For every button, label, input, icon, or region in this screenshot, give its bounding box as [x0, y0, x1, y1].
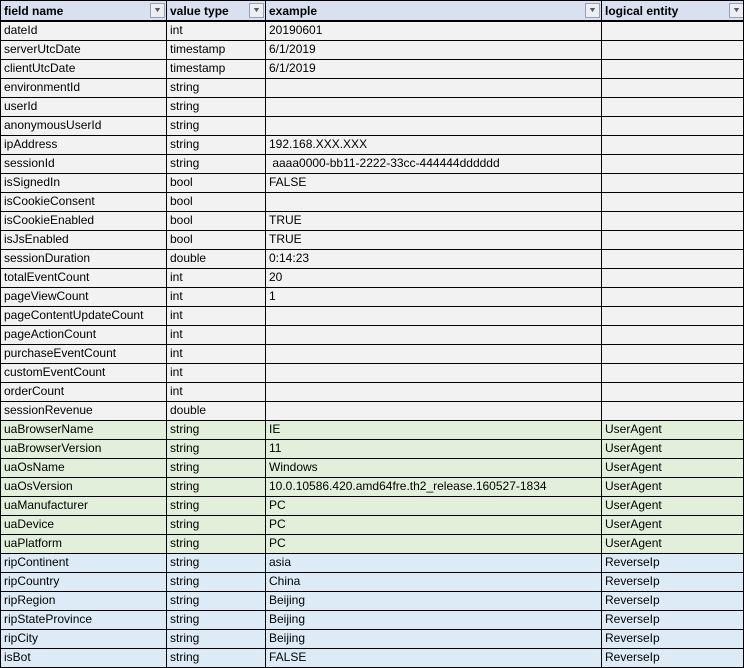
table-header-row	[1, 1, 743, 22]
cell-entity[interactable]: ReverseIp	[605, 574, 660, 588]
cell-example[interactable]: Windows	[266, 459, 602, 477]
table-row	[1, 326, 743, 345]
cell-example[interactable]: Beijing	[266, 611, 602, 629]
cell-field[interactable]: isCookieEnabled	[1, 212, 167, 230]
cell-entity[interactable]	[602, 193, 744, 211]
cell-type[interactable]: string	[167, 117, 266, 135]
cell-type[interactable]: double	[167, 402, 266, 420]
cell-type[interactable]: bool	[167, 193, 266, 211]
cell-type[interactable]: string	[167, 573, 266, 591]
table-row	[1, 402, 743, 421]
cell-entity[interactable]	[602, 98, 744, 116]
cell-field[interactable]: uaOsVersion	[1, 478, 167, 496]
cell-type[interactable]: bool	[167, 212, 266, 230]
table-body	[1, 22, 743, 668]
cell-type[interactable]: string	[167, 497, 266, 515]
table-row	[1, 421, 743, 440]
cell-example[interactable]: 0:14:23	[266, 250, 602, 268]
cell-example[interactable]: Beijing	[266, 592, 602, 610]
cell-field[interactable]: userId	[1, 98, 167, 116]
cell-field[interactable]: purchaseEventCount	[1, 345, 167, 363]
cell-type[interactable]: bool	[167, 174, 266, 192]
table-row	[1, 440, 743, 459]
table-row	[1, 22, 743, 41]
cell-example[interactable]: 10.0.10586.420.amd64fre.th2_release.160527-1834	[266, 478, 602, 496]
cell-type[interactable]: string	[167, 79, 266, 97]
column-header-logical-entity[interactable]	[602, 1, 744, 20]
cell-type[interactable]: string	[167, 155, 266, 173]
table-row	[1, 307, 743, 326]
table-row	[1, 630, 743, 649]
cell-entity[interactable]: ReverseIp	[605, 555, 660, 569]
cell-field[interactable]: isBot	[1, 649, 167, 667]
table-row	[1, 193, 743, 212]
cell-example[interactable]: IE	[266, 421, 602, 439]
cell-entity[interactable]: UserAgent	[605, 517, 662, 531]
cell-type[interactable]: string	[167, 516, 266, 534]
cell-field[interactable]: ripCountry	[1, 573, 167, 591]
filter-dropdown-button[interactable]	[249, 3, 264, 18]
cell-entity[interactable]	[602, 231, 744, 249]
table-row	[1, 459, 743, 478]
cell-entity[interactable]	[602, 60, 744, 78]
table-row	[1, 516, 743, 535]
cell-field[interactable]: ripRegion	[1, 592, 167, 610]
cell-type[interactable]: timestamp	[167, 60, 266, 78]
cell-type[interactable]: string	[167, 535, 266, 553]
cell-example[interactable]: FALSE	[266, 649, 602, 667]
cell-example[interactable]: PC	[266, 535, 602, 553]
cell-entity[interactable]	[602, 174, 744, 192]
cell-field[interactable]: ripCity	[1, 630, 167, 648]
cell-entity[interactable]	[602, 269, 744, 287]
table-row	[1, 383, 743, 402]
cell-entity[interactable]	[602, 79, 744, 97]
cell-field[interactable]: isSignedIn	[1, 174, 167, 192]
cell-example[interactable]: FALSE	[266, 174, 602, 192]
cell-entity[interactable]	[602, 250, 744, 268]
cell-field[interactable]: isCookieConsent	[1, 193, 167, 211]
cell-entity[interactable]	[602, 326, 744, 344]
filter-dropdown-icon: ▼	[251, 7, 262, 14]
cell-example[interactable]: 1	[266, 288, 602, 306]
cell-entity[interactable]: UserAgent	[605, 460, 662, 474]
cell-field[interactable]: dateId	[1, 22, 167, 40]
column-header-field-name[interactable]	[1, 1, 167, 20]
cell-example[interactable]: 20	[266, 269, 602, 287]
cell-field[interactable]: isJsEnabled	[1, 231, 167, 249]
cell-example[interactable]	[266, 117, 602, 135]
cell-example[interactable]: asia	[266, 554, 602, 572]
cell-example[interactable]	[266, 345, 602, 363]
cell-type[interactable]: string	[167, 440, 266, 458]
column-header-label: example	[269, 3, 318, 18]
cell-example[interactable]: 6/1/2019	[266, 41, 602, 59]
cell-entity[interactable]	[602, 345, 744, 363]
cell-type[interactable]: int	[167, 364, 266, 382]
cell-entity[interactable]	[602, 136, 744, 154]
cell-example[interactable]: 192.168.XXX.XXX	[266, 136, 602, 154]
cell-entity[interactable]: ReverseIp	[605, 593, 660, 607]
cell-example[interactable]: Beijing	[266, 630, 602, 648]
cell-entity[interactable]: UserAgent	[605, 536, 662, 550]
cell-entity[interactable]	[602, 155, 744, 173]
cell-field[interactable]: pageActionCount	[1, 326, 167, 344]
table-row	[1, 573, 743, 592]
cell-field[interactable]: sessionId	[1, 155, 167, 173]
table-row	[1, 212, 743, 231]
cell-entity[interactable]	[602, 288, 744, 306]
cell-example[interactable]	[266, 364, 602, 382]
cell-example[interactable]: 20190601	[266, 22, 602, 40]
cell-example[interactable]	[266, 193, 602, 211]
table-row	[1, 98, 743, 117]
cell-field[interactable]: uaPlatform	[1, 535, 167, 553]
table-row	[1, 79, 743, 98]
cell-entity[interactable]	[602, 41, 744, 59]
cell-example[interactable]: 11	[266, 440, 602, 458]
cell-example[interactable]	[266, 79, 602, 97]
cell-type[interactable]: int	[167, 383, 266, 401]
cell-field[interactable]: totalEventCount	[1, 269, 167, 287]
cell-entity[interactable]: ReverseIp	[605, 612, 660, 626]
table-row	[1, 535, 743, 554]
cell-entity[interactable]	[602, 364, 744, 382]
cell-example[interactable]: 6/1/2019	[266, 60, 602, 78]
cell-entity[interactable]	[602, 22, 744, 40]
table-row	[1, 155, 743, 174]
cell-field[interactable]: uaDevice	[1, 516, 167, 534]
cell-example[interactable]	[266, 383, 602, 401]
table-row	[1, 364, 743, 383]
cell-type[interactable]: string	[167, 136, 266, 154]
cell-type[interactable]: string	[167, 478, 266, 496]
table-row	[1, 231, 743, 250]
cell-type[interactable]: int	[167, 288, 266, 306]
cell-type[interactable]: string	[167, 98, 266, 116]
cell-example[interactable]	[266, 326, 602, 344]
cell-field[interactable]: clientUtcDate	[1, 60, 167, 78]
column-header-label: value type	[170, 3, 229, 18]
cell-entity[interactable]: UserAgent	[605, 479, 662, 493]
table-row	[1, 478, 743, 497]
cell-type[interactable]: int	[167, 307, 266, 325]
cell-field[interactable]: uaOsName	[1, 459, 167, 477]
cell-entity[interactable]: ReverseIp	[605, 650, 660, 664]
table-row	[1, 649, 743, 668]
cell-type[interactable]: string	[167, 554, 266, 572]
filter-dropdown-icon: ▼	[731, 7, 742, 14]
cell-example[interactable]	[266, 98, 602, 116]
cell-type[interactable]: int	[167, 326, 266, 344]
cell-field[interactable]: uaBrowserName	[1, 421, 167, 439]
cell-field[interactable]: ripContinent	[1, 554, 167, 572]
cell-type[interactable]: int	[167, 345, 266, 363]
cell-example[interactable]: China	[266, 573, 602, 591]
cell-field[interactable]: pageViewCount	[1, 288, 167, 306]
cell-field[interactable]: ipAddress	[1, 136, 167, 154]
table-row	[1, 117, 743, 136]
filter-dropdown-button[interactable]	[585, 3, 600, 18]
cell-type[interactable]: string	[167, 421, 266, 439]
cell-type[interactable]: string	[167, 649, 266, 667]
cell-field[interactable]: serverUtcDate	[1, 41, 167, 59]
cell-entity[interactable]: UserAgent	[605, 441, 662, 455]
cell-type[interactable]: int	[167, 269, 266, 287]
table-row	[1, 174, 743, 193]
cell-type[interactable]: string	[167, 592, 266, 610]
cell-entity[interactable]: ReverseIp	[605, 631, 660, 645]
cell-field[interactable]: ripStateProvince	[1, 611, 167, 629]
filter-dropdown-icon: ▼	[152, 7, 163, 14]
cell-example[interactable]: PC	[266, 516, 602, 534]
cell-example[interactable]	[266, 307, 602, 325]
cell-field[interactable]: environmentId	[1, 79, 167, 97]
table-row	[1, 554, 743, 573]
cell-field[interactable]: uaBrowserVersion	[1, 440, 167, 458]
table-row	[1, 250, 743, 269]
cell-example[interactable]: TRUE	[266, 212, 602, 230]
cell-field[interactable]: uaManufacturer	[1, 497, 167, 515]
cell-example[interactable]: TRUE	[266, 231, 602, 249]
cell-entity[interactable]	[602, 212, 744, 230]
table-row	[1, 592, 743, 611]
cell-example[interactable]	[266, 402, 602, 420]
table-row	[1, 288, 743, 307]
cell-type[interactable]: string	[167, 630, 266, 648]
cell-field[interactable]: anonymousUserId	[1, 117, 167, 135]
table-row	[1, 497, 743, 516]
cell-field[interactable]: sessionRevenue	[1, 402, 167, 420]
column-header-value-type[interactable]	[167, 1, 266, 20]
cell-entity[interactable]	[602, 117, 744, 135]
cell-field[interactable]: sessionDuration	[1, 250, 167, 268]
cell-entity[interactable]	[602, 383, 744, 401]
cell-type[interactable]: int	[167, 22, 266, 40]
filter-dropdown-icon: ▼	[587, 7, 598, 14]
table-row	[1, 269, 743, 288]
cell-type[interactable]: timestamp	[167, 41, 266, 59]
cell-entity[interactable]	[602, 307, 744, 325]
table-row	[1, 41, 743, 60]
cell-example[interactable]: aaaa0000-bb11-2222-33cc-444444dddddd	[266, 155, 602, 173]
table-row	[1, 136, 743, 155]
cell-type[interactable]: string	[167, 611, 266, 629]
column-header-example[interactable]	[266, 1, 602, 20]
cell-entity[interactable]: UserAgent	[605, 422, 662, 436]
column-header-label: logical entity	[605, 3, 679, 18]
cell-example[interactable]: PC	[266, 497, 602, 515]
column-header-label: field name	[4, 3, 64, 18]
cell-field[interactable]: pageContentUpdateCount	[1, 307, 167, 325]
table-row	[1, 345, 743, 364]
filter-dropdown-button[interactable]	[729, 3, 744, 18]
table-row	[1, 611, 743, 630]
table-row	[1, 60, 743, 79]
cell-entity[interactable]: UserAgent	[605, 498, 662, 512]
cell-field[interactable]: orderCount	[1, 383, 167, 401]
cell-type[interactable]: string	[167, 459, 266, 477]
cell-type[interactable]: bool	[167, 231, 266, 249]
cell-type[interactable]: double	[167, 250, 266, 268]
cell-entity[interactable]	[602, 402, 744, 420]
filter-dropdown-button[interactable]	[150, 3, 165, 18]
cell-field[interactable]: customEventCount	[1, 364, 167, 382]
